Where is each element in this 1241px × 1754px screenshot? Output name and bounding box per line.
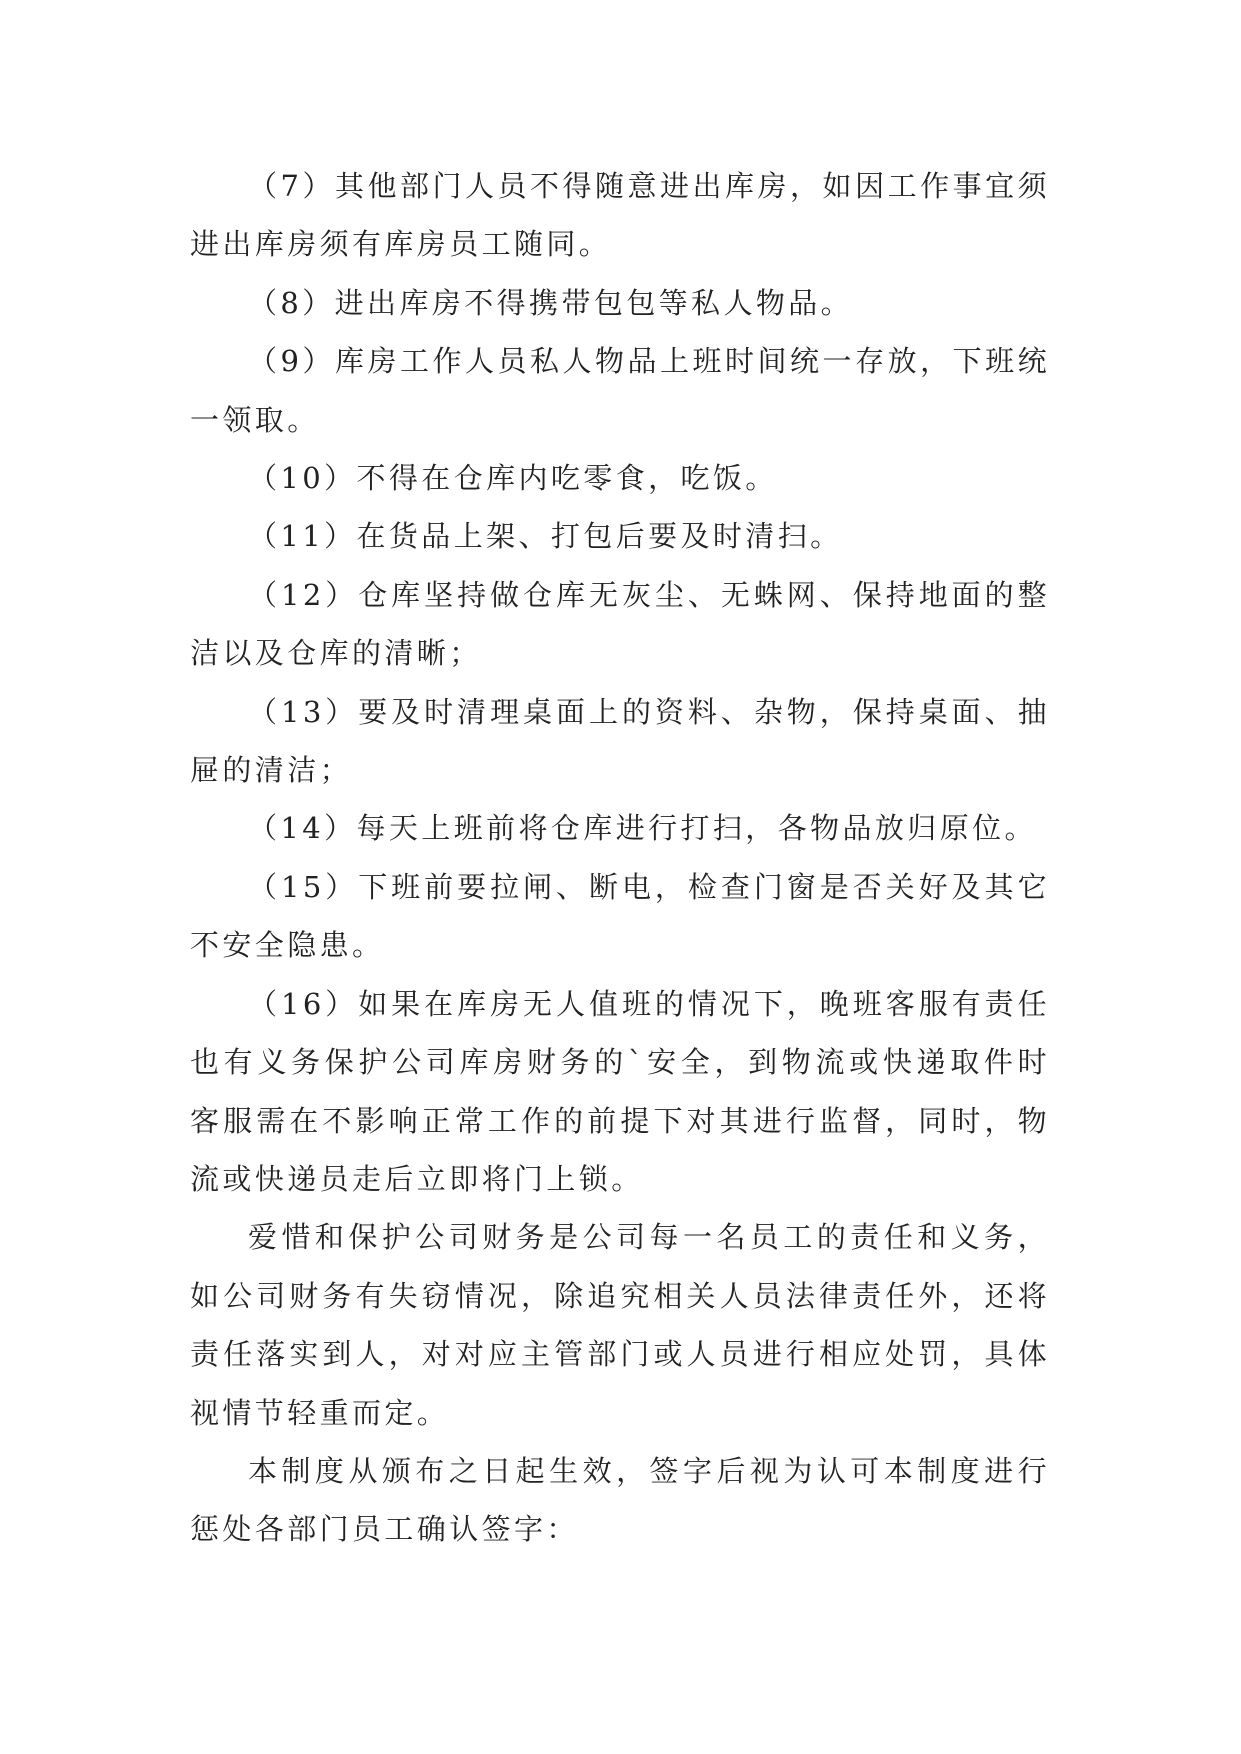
rule-item-13: （13）要及时清理桌面上的资料、杂物，保持桌面、抽屉的清洁； xyxy=(190,694,1050,788)
rule-item-16: （16）如果在库房无人值班的情况下，晚班客服有责任也有义务保护公司库房财务的`安全，到物流或快递取件时客服需在不影响正常工作的前提下对其进行监督，同时，物流或快递员走后立即将门上锁。 xyxy=(190,986,1050,1196)
rule-item-14: （14）每天上班前将仓库进行打扫，各物品放归原位。 xyxy=(248,811,1037,846)
rule-item-7: （7）其他部门人员不得随意进出库房，如因工作事宜须进出库房须有库房员工随同。 xyxy=(190,169,1050,262)
responsibility-paragraph: 爱惜和保护公司财务是公司每一名员工的责任和义务，如公司财务有失窃情况，除追究相关人员法律责任外，还将责任落实到人，对对应主管部门或人员进行相应处罚，具体视情节轻重而定。 xyxy=(190,1220,1050,1430)
rule-item-9: （9）库房工作人员私人物品上班时间统一存放，下班统一领取。 xyxy=(190,344,1050,437)
document-body xyxy=(190,157,1050,1559)
rule-item-8: （8）进出库房不得携带包包等私人物品。 xyxy=(248,285,854,320)
effective-signature-paragraph: 本制度从颁布之日起生效，签字后视为认可本制度进行惩处各部门员工确认签字： xyxy=(190,1453,1050,1547)
rule-item-12: （12）仓库坚持做仓库无灰尘、无蛛网、保持地面的整洁以及仓库的清晰； xyxy=(190,577,1050,671)
rule-item-15: （15）下班前要拉闸、断电，检查门窗是否关好及其它不安全隐患。 xyxy=(190,869,1050,963)
rule-item-11: （11）在货品上架、打包后要及时清扫。 xyxy=(248,519,843,554)
rule-item-10: （10）不得在仓库内吃零食，吃饭。 xyxy=(248,461,778,496)
